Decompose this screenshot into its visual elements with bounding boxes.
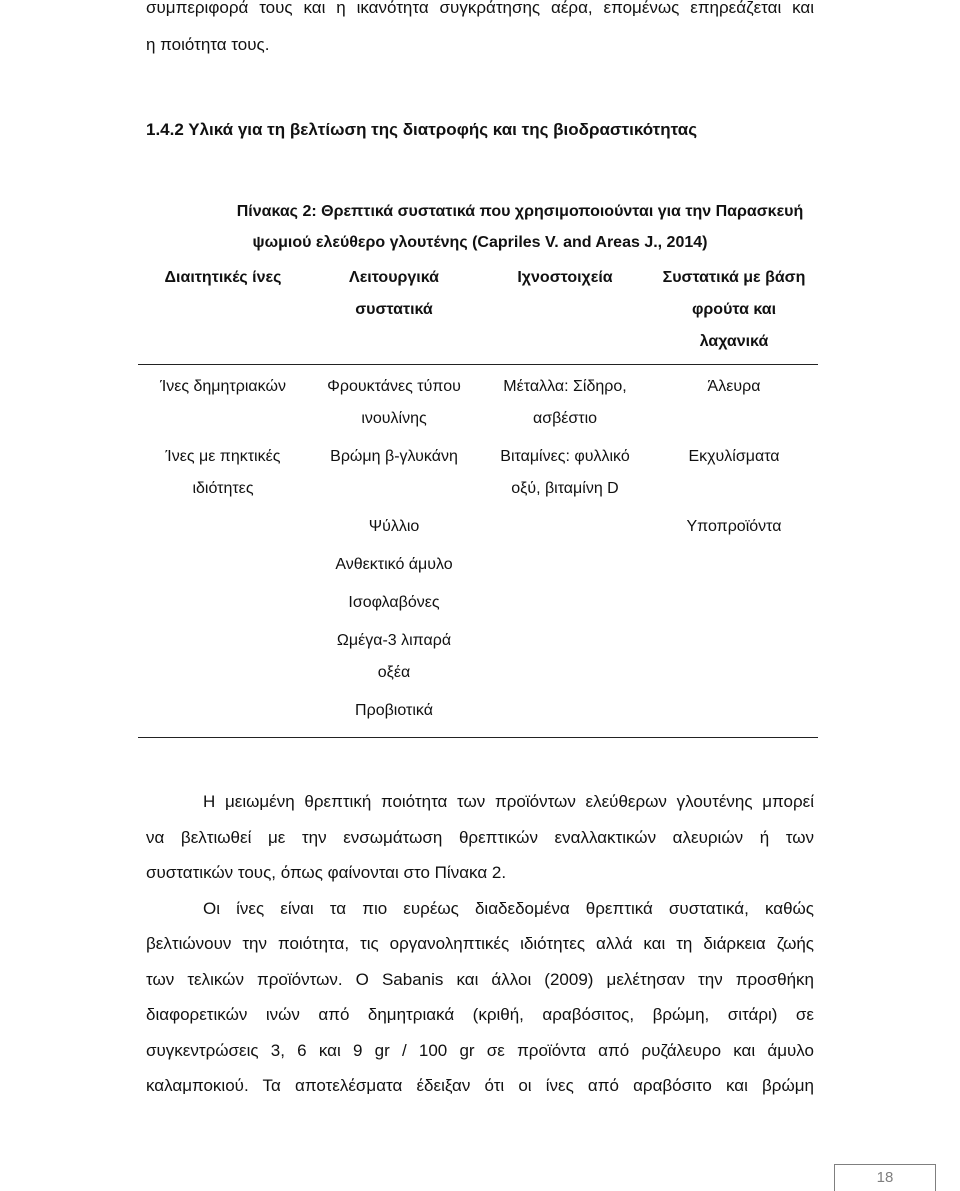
table-row xyxy=(138,435,818,505)
table-cell xyxy=(650,505,818,543)
header-text: φρούτα και xyxy=(691,301,777,318)
table-cell xyxy=(480,543,650,581)
header-text: Λειτουργικά xyxy=(349,269,439,286)
table-cell xyxy=(308,505,480,543)
table-cell xyxy=(308,581,480,619)
cell-text: ασβέστιο xyxy=(532,410,598,427)
cell-text: Βιταμίνες: φυλλικό xyxy=(500,448,630,465)
table-cell xyxy=(480,581,650,619)
table-cell xyxy=(138,689,308,738)
header-cell xyxy=(138,262,308,365)
cell-text: Φρουκτάνες τύπου xyxy=(327,378,461,395)
table-cell xyxy=(308,689,480,738)
table-cell xyxy=(650,543,818,581)
header-text: συστατικά xyxy=(355,301,433,318)
table-cell xyxy=(138,365,308,436)
table-cell xyxy=(138,505,308,543)
cell-text: Μέταλλα: Σίδηρο, xyxy=(503,378,627,395)
cell-text: ινουλίνης xyxy=(361,410,427,427)
paragraph-line: συγκεντρώσεις 3, 6 και 9 gr / 100 gr σε προϊόντα από ρυζάλευρο και άμυλο xyxy=(146,1041,814,1060)
table-cell xyxy=(650,619,818,689)
cell-text: Προβιοτικά xyxy=(355,702,433,719)
header-text: Διαιτητικές ίνες xyxy=(164,269,282,286)
table-cell xyxy=(650,435,818,505)
header-text: Συστατικά με βάση xyxy=(662,269,806,286)
paragraph-line: συστατικών τους, όπως φαίνονται στο Πίνακα 2. xyxy=(146,863,507,882)
table-cell xyxy=(480,435,650,505)
cell-text: Ίνες με πηκτικές xyxy=(165,448,281,465)
intro-line-2: η ποιότητα τους. xyxy=(146,35,270,54)
cell-text: Ανθεκτικό άμυλο xyxy=(335,556,453,573)
section-heading: 1.4.2 Υλικά για τη βελτίωση της διατροφής και της βιοδραστικότητας xyxy=(146,120,698,139)
paragraph-line: Η μειωμένη θρεπτική ποιότητα των προϊόντων ελεύθερων γλουτένης μπορεί xyxy=(203,792,814,811)
table-row xyxy=(138,543,818,581)
paragraph-line: των τελικών προϊόντων. Ο Sabanis και άλλοι (2009) μελέτησαν την προσθήκη xyxy=(146,970,814,989)
paragraph-line: καλαμποκιού. Τα αποτελέσματα έδειξαν ότι οι ίνες από αραβόσιτο και βρώμη xyxy=(146,1076,814,1095)
table-cell xyxy=(138,581,308,619)
header-text: Ιχνοστοιχεία xyxy=(517,269,613,286)
table-cell xyxy=(308,543,480,581)
table-caption-line-2: ψωμιού ελεύθερο γλουτένης (Capriles V. and Areas J., 2014) xyxy=(252,234,708,251)
cell-text: Υποπροϊόντα xyxy=(686,518,782,535)
intro-line-1: συμπεριφορά τους και η ικανότητα συγκράτησης αέρα, επομένως επηρεάζεται και xyxy=(146,0,814,17)
table-cell xyxy=(138,543,308,581)
table-cell xyxy=(308,435,480,505)
table-row xyxy=(138,619,818,689)
cell-text: Ίνες δημητριακών xyxy=(160,378,286,395)
paragraph-line: Οι ίνες είναι τα πιο ευρέως διαδεδομένα θρεπτικά συστατικά, καθώς xyxy=(203,899,814,918)
cell-text: οξέα xyxy=(377,664,411,681)
header-cell xyxy=(308,262,480,365)
table-cell xyxy=(650,581,818,619)
page-number: 18 xyxy=(876,1169,894,1186)
table-cell xyxy=(480,505,650,543)
table-cell xyxy=(308,619,480,689)
table-row xyxy=(138,365,818,436)
table-cell xyxy=(138,619,308,689)
table-cell xyxy=(650,365,818,436)
cell-text: Άλευρα xyxy=(707,378,761,395)
table-row xyxy=(138,505,818,543)
header-cell xyxy=(480,262,650,365)
cell-text: οξύ, βιταμίνη D xyxy=(511,480,619,497)
cell-text: Ψύλλιο xyxy=(368,518,420,535)
table-cell xyxy=(308,365,480,436)
page-number-box xyxy=(834,1164,936,1191)
table-cell xyxy=(138,435,308,505)
table-cell xyxy=(480,689,650,738)
paragraph-line: βελτιώνουν την ποιότητα, τις οργανοληπτικές ιδιότητες αλλά και τη διάρκεια ζωής xyxy=(146,934,814,953)
table-cell xyxy=(480,619,650,689)
table-cell xyxy=(650,689,818,738)
cell-text: Ωμέγα-3 λιπαρά xyxy=(336,632,452,649)
paragraph-line: διαφορετικών ινών από δημητριακά (κριθή, αραβόσιτος, βρώμη, σιτάρι) σε xyxy=(146,1005,814,1024)
table-row xyxy=(138,581,818,619)
nutrients-table xyxy=(138,262,818,738)
cell-text: Εκχυλίσματα xyxy=(688,448,780,465)
cell-text: Ισοφλαβόνες xyxy=(348,594,440,611)
table-header-row xyxy=(138,262,818,365)
cell-text: Βρώμη β-γλυκάνη xyxy=(330,448,458,465)
header-cell xyxy=(650,262,818,365)
header-text: λαχανικά xyxy=(699,333,769,350)
cell-text: ιδιότητες xyxy=(192,480,254,497)
table-row xyxy=(138,689,818,738)
paragraph-line: να βελτιωθεί με την ενσωμάτωση θρεπτικών εναλλακτικών αλευριών ή των xyxy=(146,828,814,847)
table-cell xyxy=(480,365,650,436)
table-caption-line-1: Πίνακας 2: Θρεπτικά συστατικά που χρησιμοποιούνται για την Παρασκευή xyxy=(236,203,804,220)
